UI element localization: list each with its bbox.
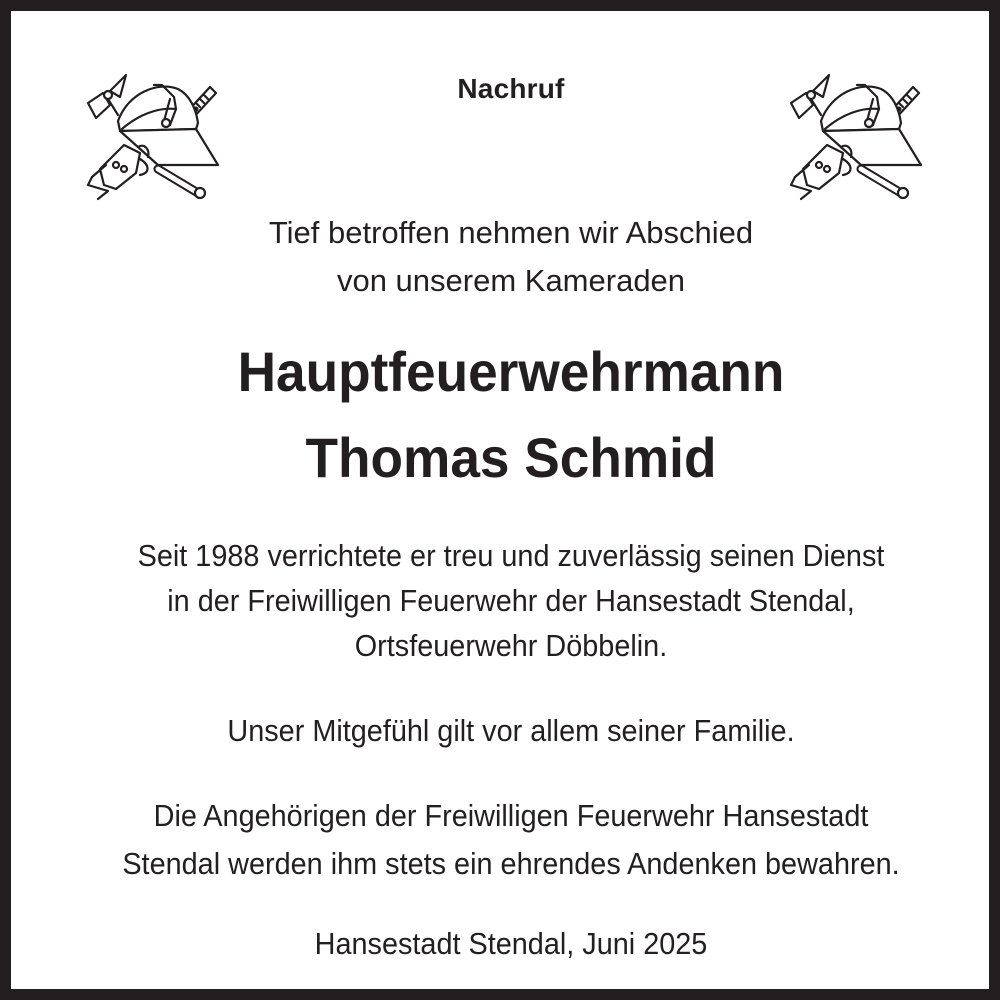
remembrance-line: Die Angehörigen der Freiwilligen Feuerwehr Hansestadt bbox=[153, 798, 869, 833]
intro-line: Tief betroffen nehmen wir Abschied bbox=[268, 215, 754, 250]
remembrance-paragraph bbox=[46, 792, 976, 888]
place-and-date: Hansestadt Stendal, Juni 2025 bbox=[314, 926, 708, 961]
notice-heading: Nachruf bbox=[457, 73, 565, 104]
deceased-name: Thomas Schmid bbox=[305, 426, 717, 489]
service-line: Ortsfeuerwehr Döbbelin. bbox=[354, 628, 668, 663]
remembrance-line: Stendal werden ihm stets ein ehrendes Andenken bewahren. bbox=[122, 846, 900, 881]
deceased-rank: Hauptfeuerwehrmann bbox=[237, 340, 785, 403]
service-line: in der Freiwilligen Feuerwehr der Hansestadt Stendal, bbox=[167, 583, 855, 618]
service-line: Seit 1988 verrichtete er treu und zuverlässig seinen Dienst bbox=[137, 538, 885, 573]
intro-line: von unserem Kameraden bbox=[336, 263, 686, 298]
sympathy-paragraph: Unser Mitgefühl gilt vor allem seiner Familie. bbox=[227, 713, 795, 748]
intro-text bbox=[11, 209, 1000, 305]
service-paragraph bbox=[46, 533, 976, 668]
